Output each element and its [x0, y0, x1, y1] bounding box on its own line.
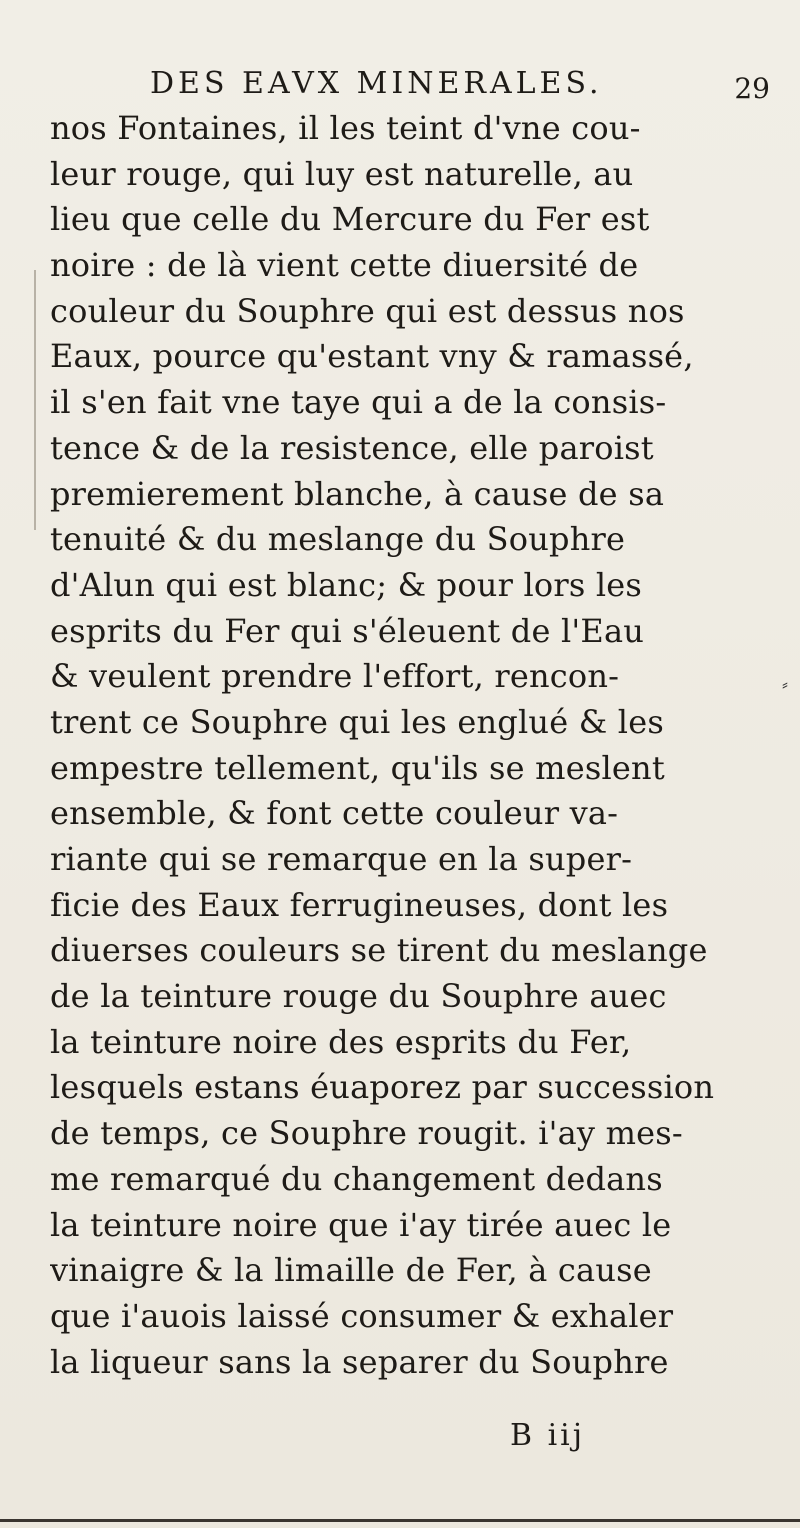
text-line: lesquels estans éuaporez par succession [50, 1068, 715, 1107]
text-line: la liqueur sans la separer du Souphre [50, 1342, 669, 1381]
text-line: la teinture noire des esprits du Fer, [50, 1022, 632, 1061]
text-line: lieu que celle du Mercure du Fer est [50, 200, 650, 239]
text-line: nos Fontaines, il les teint d'vne cou- [50, 109, 641, 147]
text-line: noire : de là vient cette diuersité de [50, 246, 639, 285]
text-line: de temps, ce Souphre rougit. i'ay mes- [50, 1114, 683, 1153]
text-line: premierement blanche, à cause de sa [50, 474, 665, 513]
text-line: de la teinture rouge du Souphre auec [50, 977, 667, 1016]
text-line: leur rouge, qui luy est naturelle, au [50, 154, 634, 193]
text-line: tence & de la resistence, elle paroist [50, 428, 654, 467]
page-header [150, 66, 770, 106]
text-line: que i'auois laissé consumer & exhaler [50, 1296, 674, 1335]
bottom-edge-rule [0, 1519, 800, 1522]
text-line: diuerses couleurs se tirent du meslange [50, 931, 708, 970]
text-line: tenuité & du meslange du Souphre [50, 520, 626, 559]
text-line: empestre tellement, qu'ils se meslent [50, 748, 665, 787]
page-edge-shadow [34, 270, 36, 530]
signature-mark: B iij [510, 1418, 586, 1453]
running-head: DES EAVX MINERALES. [150, 66, 603, 101]
text-line: la teinture noire que i'ay tirée auec le [50, 1205, 672, 1244]
text-line: esprits du Fer qui s'éleuent de l'Eau [50, 611, 645, 650]
text-line: ficie des Eaux ferrugineuses, dont les [50, 885, 669, 924]
text-line: couleur du Souphre qui est dessus nos [50, 291, 685, 330]
page-number: 29 [734, 72, 770, 105]
text-line: vinaigre & la limaille de Fer, à cause [50, 1251, 652, 1290]
text-line: Eaux, pource qu'estant vny & ramassé, [50, 337, 694, 376]
text-line: trent ce Souphre qui les englué & les [50, 702, 664, 741]
text-line: ensemble, & font cette couleur va- [50, 794, 619, 833]
text-line: riante qui se remarque en la super- [50, 840, 633, 878]
text-line: d'Alun qui est blanc; & pour lors les [50, 565, 643, 604]
text-line: il s'en fait vne taye qui a de la consis- [50, 383, 667, 422]
text-line: me remarqué du changement dedans [50, 1159, 663, 1198]
margin-mark: ⸗ [782, 674, 788, 695]
body-text [50, 106, 780, 1385]
text-line: & veulent prendre l'effort, rencon- [50, 657, 620, 696]
